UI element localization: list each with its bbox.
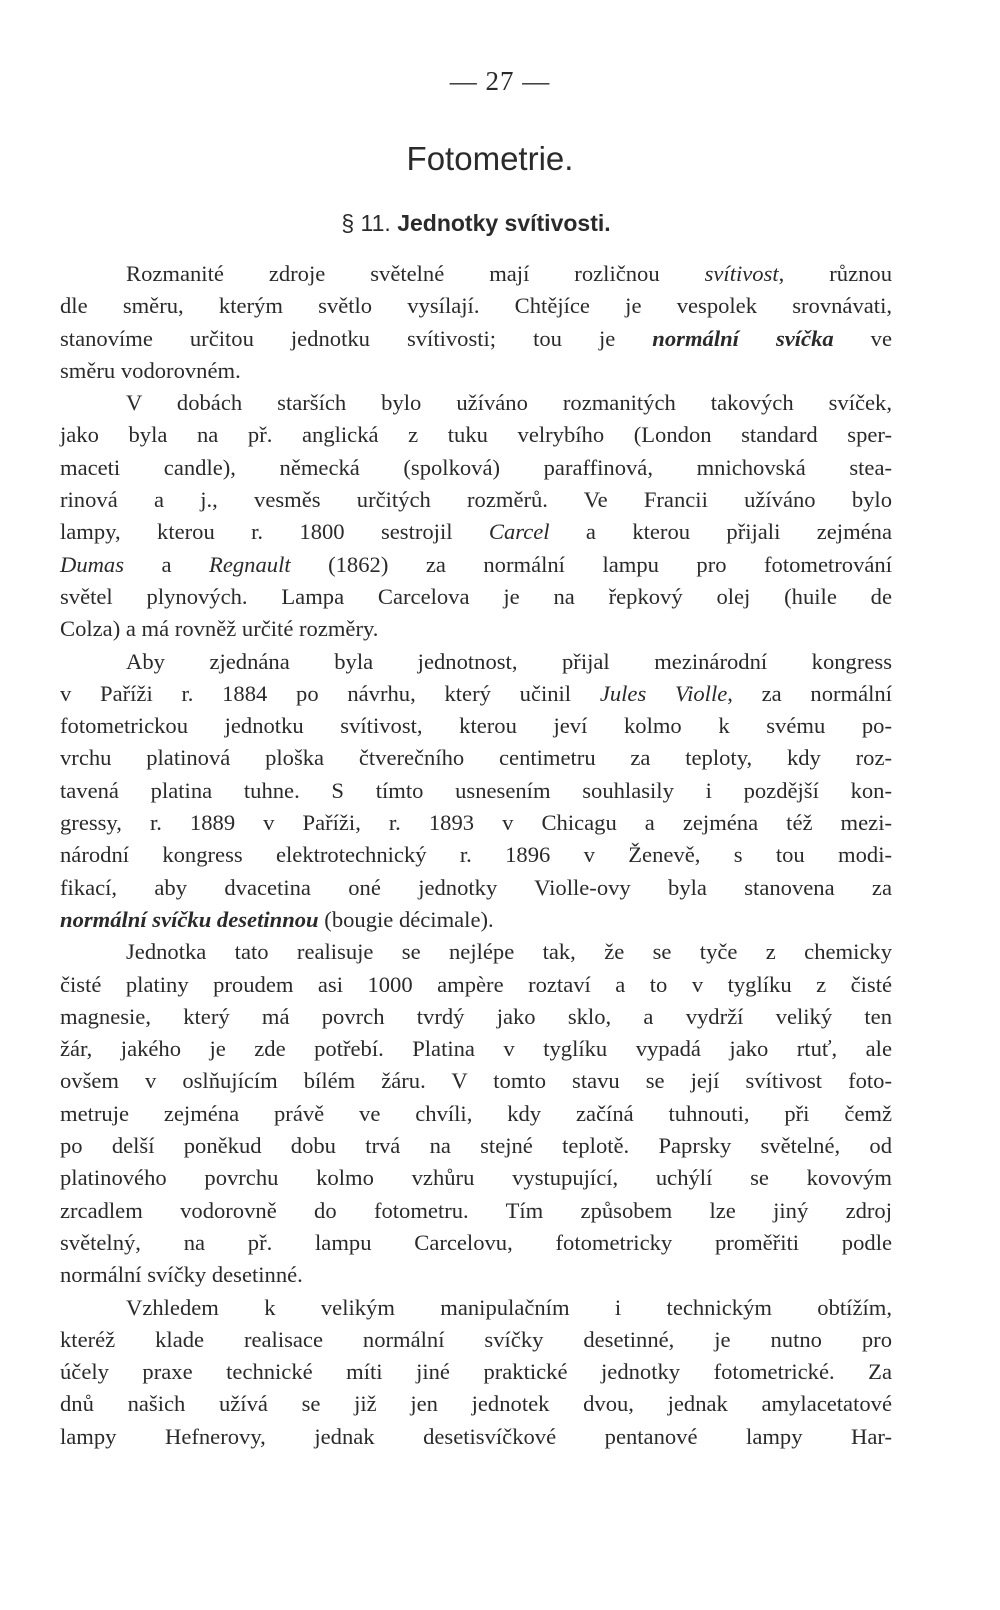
text-run: po delší poněkud dobu trvá na stejné teplotě. Paprsky světelné, od [60, 1133, 892, 1159]
text-run: fotometrickou jednotku svítivost, kterou jeví kolmo k svému po- [60, 713, 892, 739]
text-line [60, 1259, 892, 1291]
text-run: platinového povrchu kolmo vzhůru vystupující, uchýlí se kovovým [60, 1165, 892, 1191]
text-line [60, 839, 892, 871]
section-mark: § 11. [341, 210, 391, 236]
text-run: a [124, 551, 210, 577]
text-run: světel plynových. Lampa Carcelova je na řepkový olej (huile de [60, 583, 892, 609]
text-line [60, 710, 892, 742]
text-run: lampy Hefnerovy, jednak desetisvíčkové pentanové lampy Har- [60, 1423, 892, 1449]
text-run: ovšem v oslňujícím bílém žáru. V tomto stavu se její svítivost foto- [60, 1068, 892, 1094]
text-run: žár, jakého je zde potřebí. Platina v tyglíku vypadá jako rtuť, ale [60, 1036, 892, 1062]
text-line [60, 355, 892, 387]
text-line [60, 1195, 892, 1227]
text-run: čisté platiny proudem asi 1000 ampère roztaví a to v tyglíku z čisté [60, 971, 892, 997]
text-line [60, 1227, 892, 1259]
text-line [60, 1065, 892, 1097]
chapter-title: Fotometrie. [406, 140, 574, 177]
page-number: — 27 — [449, 66, 551, 96]
text-line [60, 387, 892, 419]
text-run: maceti candle), německá (spolková) paraffinová, mnichovská stea- [60, 454, 892, 480]
text-line [60, 419, 892, 451]
text-line [60, 484, 892, 516]
emphasis-text: Jules Violle [599, 680, 728, 706]
text-run: jako byla na př. anglická z tuku velrybího (London standard sper- [60, 422, 892, 448]
text-run: kteréž klade realisace normální svíčky desetinné, je nutno pro [60, 1326, 892, 1352]
text-line [60, 452, 892, 484]
text-run: Vzhledem k velikým manipulačním i technickým obtížím, [126, 1294, 892, 1320]
text-run: (bougie décimale). [318, 906, 494, 932]
text-line [60, 1388, 892, 1420]
text-line [60, 807, 892, 839]
text-line [60, 1001, 892, 1033]
text-run: rinová a j., vesměs určitých rozměrů. Ve Francii užíváno bylo [60, 487, 892, 513]
text-run: účely praxe technické míti jiné praktické jednotky fotometrické. Za [60, 1359, 892, 1385]
text-run: , za normální [727, 680, 893, 706]
text-run: normální svíčky desetinné. [60, 1262, 303, 1288]
text-line [60, 581, 892, 613]
text-run: dnů našich užívá se již jen jednotek dvou, jednak amylacetatové [60, 1391, 892, 1417]
text-run: Colza) a má rovněž určité rozměry. [60, 616, 379, 642]
text-line [60, 516, 892, 548]
text-run: lampy, kterou r. 1800 sestrojil [60, 519, 489, 545]
text-line [60, 613, 892, 645]
text-run: gressy, r. 1889 v Paříži, r. 1893 v Chicagu a zejména též mezi- [60, 810, 892, 836]
text-run: Jednotka tato realisuje se nejlépe tak, že se tyče z chemicky [126, 939, 892, 965]
emphasis-text: Carcel [488, 519, 550, 545]
emphasis-text: svítivost [704, 261, 779, 286]
text-run: metruje zejména právě ve chvíli, kdy začíná tuhnouti, při čemž [60, 1100, 892, 1126]
emphasis-text: Dumas [60, 551, 125, 577]
text-line [60, 1098, 892, 1130]
text-run: fikací, aby dvacetina oné jednotky Violle-ovy byla stanovena za [60, 874, 892, 900]
text-run: V dobách starších bylo užíváno rozmanitých takových svíček, [126, 390, 892, 416]
text-run: tavená platina tuhne. S tímto usnesením souhlasily i pozdější kon- [60, 777, 892, 803]
text-line [60, 1033, 892, 1065]
text-run: dle směru, kterým světlo vysílají. Chtějíce je vespolek srovnávati, [60, 293, 892, 319]
text-run: a kterou přijali zejména [549, 519, 892, 545]
text-line [60, 1356, 892, 1388]
text-line [60, 646, 892, 678]
text-run: směru vodorovném. [60, 357, 241, 383]
text-line [60, 1292, 892, 1324]
text-run: stanovíme určitou jednotku svítivosti; tou je [60, 325, 653, 351]
text-line [60, 1421, 892, 1453]
text-line [60, 969, 892, 1001]
text-line [60, 775, 892, 807]
text-run: , různou [778, 261, 892, 286]
text-run: Aby zjednána byla jednotnost, přijal mezinárodní kongress [126, 648, 892, 674]
section-title: Jednotky svítivosti. [397, 210, 611, 236]
text-line [60, 872, 892, 904]
text-line [60, 678, 892, 710]
text-line [60, 904, 892, 936]
text-line [60, 1324, 892, 1356]
text-line [60, 258, 892, 290]
text-run: světelný, na př. lampu Carcelovu, fotometricky proměřiti podle [60, 1229, 892, 1255]
emphasis-text: normální svíčka [652, 325, 834, 351]
text-line [60, 323, 892, 355]
text-line [60, 936, 892, 968]
text-line [60, 290, 892, 322]
text-run: Rozmanité zdroje světelné mají rozličnou [126, 261, 705, 286]
text-run: zrcadlem vodorovně do fotometru. Tím způsobem lze jiný zdroj [60, 1197, 892, 1223]
text-line [60, 549, 892, 581]
text-run: magnesie, který má povrch tvrdý jako sklo, a vydrží veliký ten [60, 1003, 892, 1029]
text-line [60, 742, 892, 774]
body-text [60, 258, 892, 1453]
text-line [60, 1130, 892, 1162]
text-run: ve [833, 325, 893, 351]
emphasis-text: normální svíčku desetinnou [60, 906, 319, 932]
section-heading [0, 210, 976, 237]
text-line [60, 1162, 892, 1194]
text-run: vrchu platinová ploška čtverečního centimetru za teploty, kdy roz- [60, 745, 892, 771]
text-run: (1862) za normální lampu pro fotometrování [290, 551, 893, 577]
emphasis-text: Regnault [209, 551, 291, 577]
text-run: národní kongress elektrotechnický r. 1896 v Ženevě, s tou modi- [60, 842, 892, 868]
text-run: v Paříži r. 1884 po návrhu, který učinil [60, 680, 600, 706]
